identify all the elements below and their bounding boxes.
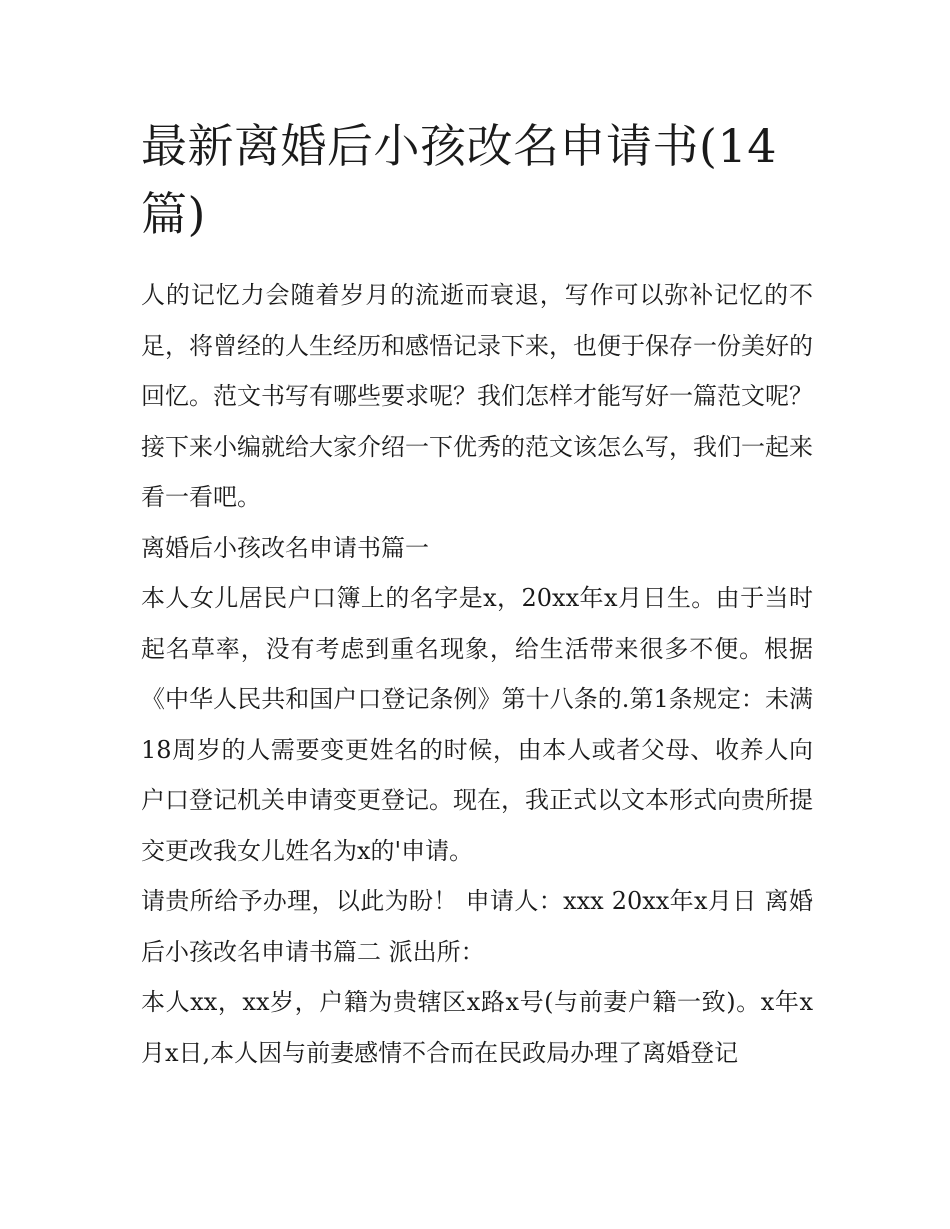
document-title: 最新离婚后小孩改名申请书(14篇) — [141, 119, 777, 241]
document-body — [141, 270, 813, 1078]
body-paragraph: 本人女儿居民户口簿上的名字是x，20xx年x月日生。由于当时起名草率，没有考虑到重名现象，给生活带来很多不便。根据《中华人民共和国户口登记条例》第十八条的.第1条规定：未满18周岁的人需要变更姓名的时候，由本人或者父母、收养人向户口登记机关申请变更登记。现在，我正式以文本形式向贵所提交更改我女儿姓名为x的'申请。 — [141, 584, 813, 865]
body-paragraph: 请贵所给予办理，以此为盼！ 申请人：xxx 20xx年x月日 离婚后小孩改名申请书篇二 派出所： — [141, 887, 813, 966]
section-heading-1: 离婚后小孩改名申请书篇一 — [141, 533, 429, 562]
body-paragraph: 本人xx，xx岁，户籍为贵辖区x路x号(与前妻户籍一致)。x年x月x日,本人因与前妻感情不合而在民政局办理了离婚登记 — [141, 988, 813, 1067]
intro-paragraph: 人的记忆力会随着岁月的流逝而衰退，写作可以弥补记忆的不足，将曾经的人生经历和感悟记录下来，也便于保存一份美好的回忆。范文书写有哪些要求呢？我们怎样才能写好一篇范文呢？接下来小编就给大家介绍一下优秀的范文该怎么写，我们一起来看一看吧。 — [141, 281, 813, 511]
document-page — [141, 112, 813, 1078]
